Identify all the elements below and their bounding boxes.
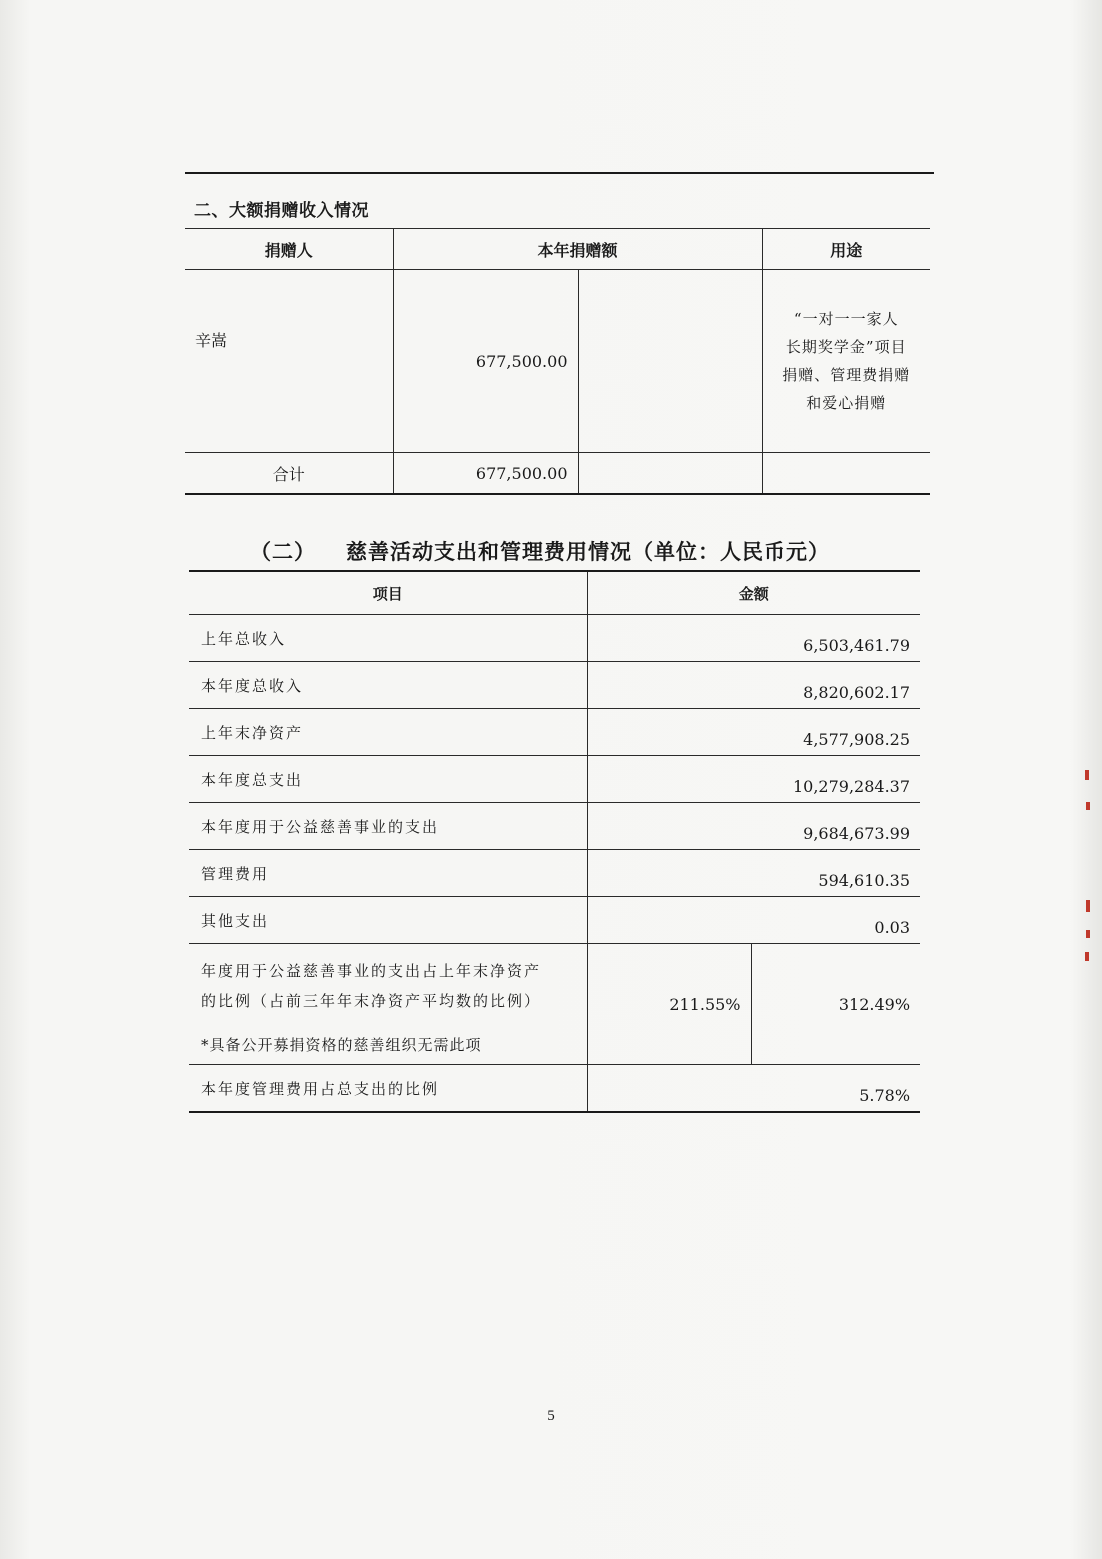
purpose-line: 长期奖学金”项目	[785, 338, 907, 356]
row-label: 上年末净资产	[189, 709, 587, 756]
large-donation-table	[185, 228, 930, 495]
row-label: 上年总收入	[189, 615, 587, 662]
expense-table	[189, 570, 920, 1113]
margin-mark	[1085, 952, 1089, 961]
table-row	[189, 615, 920, 662]
row-value: 6,503,461.79	[587, 615, 920, 662]
ratio-value-three-year-average: 312.49%	[751, 944, 920, 1065]
ratio-row	[189, 944, 920, 1065]
row-label: 其他支出	[189, 897, 587, 944]
table-row	[189, 897, 920, 944]
margin-mark	[1086, 802, 1090, 810]
row-label: 本年度总收入	[189, 662, 587, 709]
row-value: 4,577,908.25	[587, 709, 920, 756]
table-header-row	[189, 571, 920, 615]
purpose-line: 和爱心捐赠	[806, 394, 887, 412]
header-amount: 金额	[587, 571, 920, 615]
ratio-label-line1: 年度用于公益慈善事业的支出占上年末净资产	[201, 962, 542, 980]
table-row	[189, 1065, 920, 1113]
ratio-value-prior-year: 211.55%	[587, 944, 751, 1065]
top-rule	[185, 172, 934, 174]
empty-cell	[762, 453, 930, 495]
table-row	[185, 270, 930, 453]
margin-mark	[1086, 900, 1090, 912]
donation-section-heading: 二、大额捐赠收入情况	[194, 201, 369, 221]
margin-mark	[1085, 770, 1089, 780]
empty-cell	[578, 270, 762, 453]
row-label: 本年度总支出	[189, 756, 587, 803]
ratio-note: *具备公开募捐资格的慈善组织无需此项	[201, 1036, 482, 1054]
header-item: 项目	[189, 571, 587, 615]
row-value: 10,279,284.37	[587, 756, 920, 803]
row-value: 8,820,602.17	[587, 662, 920, 709]
row-value: 594,610.35	[587, 850, 920, 897]
section-title-text: 慈善活动支出和管理费用情况（单位：人民币元）	[346, 540, 830, 564]
purpose-line: “一对一一家人	[793, 310, 899, 328]
total-row	[185, 453, 930, 495]
header-amount: 本年捐赠额	[393, 229, 762, 270]
page-number: 5	[547, 1408, 555, 1424]
donation-amount: 677,500.00	[393, 270, 578, 453]
row-value: 5.78%	[587, 1065, 920, 1113]
row-label: 本年度管理费用占总支出的比例	[189, 1065, 587, 1113]
table-row	[189, 756, 920, 803]
margin-mark	[1086, 930, 1090, 938]
ratio-label-line2: 的比例（占前三年年末净资产平均数的比例）	[201, 992, 542, 1010]
donation-purpose	[762, 270, 930, 453]
row-value: 0.03	[587, 897, 920, 944]
row-value: 9,684,673.99	[587, 803, 920, 850]
donor-name: 辛嵩	[185, 270, 393, 453]
table-row	[189, 803, 920, 850]
section-number: （二）	[250, 540, 316, 564]
empty-cell	[578, 453, 762, 495]
purpose-line: 捐赠、管理费捐赠	[782, 366, 911, 384]
table-row	[189, 709, 920, 756]
row-label: 管理费用	[189, 850, 587, 897]
total-amount: 677,500.00	[393, 453, 578, 495]
table-row	[189, 662, 920, 709]
header-purpose: 用途	[762, 229, 930, 270]
table-row	[189, 850, 920, 897]
row-label: 本年度用于公益慈善事业的支出	[189, 803, 587, 850]
total-label: 合计	[185, 453, 393, 495]
ratio-label	[189, 944, 587, 1065]
header-donor: 捐赠人	[185, 229, 393, 270]
expense-section-title	[250, 536, 830, 566]
table-header-row	[185, 229, 930, 270]
